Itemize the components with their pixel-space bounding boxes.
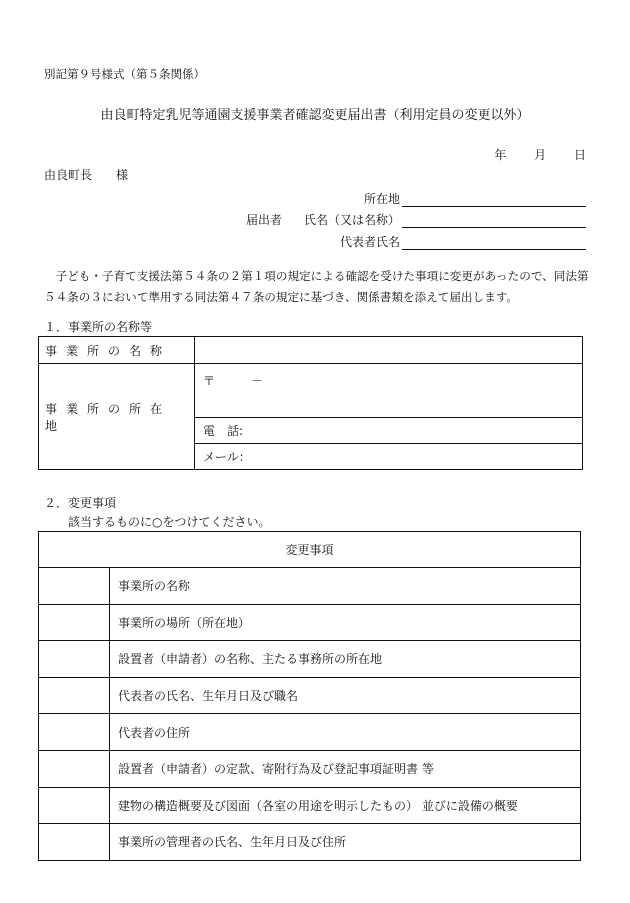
date-year: 年 [494,148,507,162]
table-row [39,787,581,824]
mark-cell[interactable] [39,641,110,678]
change-item: 設置者（申請者）の名称、主たる事務所の所在地 [110,641,581,678]
mark-cell[interactable] [39,824,110,861]
date-month: 月 [534,148,547,162]
mark-cell[interactable] [39,604,110,641]
date-line [472,146,586,163]
table-row [39,824,581,861]
phone-cell[interactable]: 電 話: [195,418,583,444]
name-line[interactable] [402,214,586,228]
change-table-header: 変更事項 [39,532,581,568]
change-items-table [38,531,581,861]
mark-cell[interactable] [39,568,110,605]
representative-field [340,233,586,250]
table-row [39,641,581,678]
table-row [39,750,581,787]
document-title: 由良町特定乳児等通園支援事業者確認変更届出書（利用定員の変更以外） [100,108,530,123]
change-item: 設置者（申請者）の定款、寄附行為及び登記事項証明書 等 [110,750,581,787]
change-item: 建物の構造概要及び図面（各室の用途を明示したもの） 並びに設備の概要 [110,787,581,824]
table-row [39,677,581,714]
address-line[interactable] [402,193,586,207]
table-row [39,604,581,641]
change-item: 事業所の管理者の氏名、生年月日及び住所 [110,824,581,861]
facility-name-cell[interactable] [195,337,583,364]
facility-table [38,336,583,470]
form-number: 別記第９号様式（第５条関係） [44,67,205,81]
table-row [39,714,581,751]
change-item: 事業所の場所（所在地） [110,604,581,641]
email-cell[interactable]: メール： [195,444,583,470]
address-label: 所在地 [363,192,400,206]
representative-label: 代表者氏名 [339,235,400,249]
mark-cell[interactable] [39,677,110,714]
name-field [246,211,586,228]
section2-heading: ２．変更事項 [44,496,117,510]
section1-heading: １．事業所の名称等 [44,320,153,334]
section2-instruction: 該当するものに○をつけてください。 [68,515,271,529]
facility-name-label: 事業所の名称 [39,337,195,364]
change-item: 事業所の名称 [110,568,581,605]
mark-cell[interactable] [39,750,110,787]
body-paragraph: 子ども・子育て支援法第５４条の２第１項の規定による確認を受けた事項に変更があったので、同法第５４条の３において準用する同法第４７条の規定に基づき、関係書類を添えて届出します。 [44,269,589,304]
representative-line[interactable] [402,236,586,250]
change-item: 代表者の氏名、生年月日及び職名 [110,677,581,714]
facility-address-label: 事業所の所在地 [39,364,195,470]
postal-cell[interactable]: 〒 － [195,364,583,418]
table-row [39,568,581,605]
date-day: 日 [573,148,586,162]
addressee: 由良町長 様 [44,168,129,182]
notifier-label: 届出者 [245,213,282,227]
address-field [364,190,586,207]
mark-cell[interactable] [39,787,110,824]
mark-cell[interactable] [39,714,110,751]
change-item: 代表者の住所 [110,714,581,751]
name-label: 氏名（又は名称） [303,213,400,227]
